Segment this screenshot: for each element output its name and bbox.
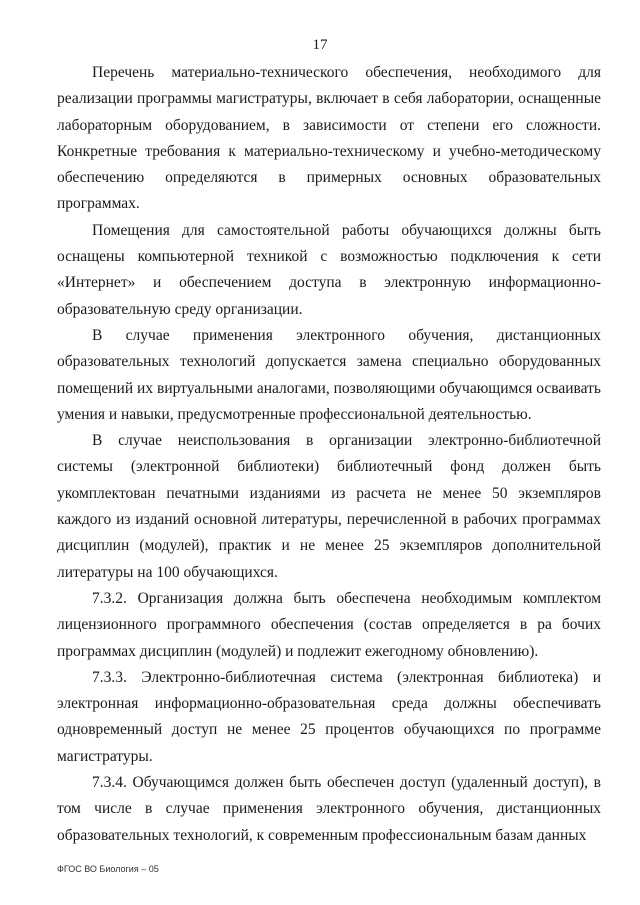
paragraph-self-study-rooms: Помещения для самостоятельной работы обучающихся должны быть оснащены компьютерной техникой с возможностью подключения к сети «Интернет» и обеспечением доступа в электронную информационно-образовательную среду организации. (57, 221, 601, 318)
page-number: 17 (312, 37, 328, 53)
paragraph-library-fund: В случае неиспользования в организации электронно-библиотечной системы (электронной библиотеки) библиотечный фонд должен быть укомплектован печатными изданиями из расчета не менее 50 экземпляров каждого из изданий основной литературы, перечисленной в рабочих программах дисциплин (модулей), практик и не менее 25 экземпляров дополнительной литературы на 100 обучающихся. (57, 432, 601, 581)
page-footer: ФГОС ВО Биология – 05 (57, 864, 159, 874)
document-body (57, 60, 601, 849)
paragraph-e-learning: В случае применения электронного обучения, дистанционных образовательных технологий допускается замена специально оборудованных помещений их виртуальными аналогами, позволяющими обучающимся осваивать умения и навыки, предусмотренные профессиональной деятельностью. (57, 326, 601, 423)
paragraph-7-3-4: 7.3.4. Обучающимся должен быть обеспечен доступ (удаленный доступ), в том числе в случае применения электронного обучения, дистанционных образовательных технологий, к современным профессиональным базам данных (57, 774, 601, 844)
paragraph-7-3-2: 7.3.2. Организация должна быть обеспечена необходимым комплектом лицензионного программного обеспечения (состав определяется в ра бочих программах дисциплин (модулей) и подлежит ежегодному обновлению). (57, 589, 601, 660)
paragraph-material-support: Перечень материально-технического обеспечения, необходимого для реализации программы магистратуры, включает в себя лаборатории, оснащенные лабораторным оборудованием, в зависимости от степени его сложности. Конкретные требования к материально-техническому и учебно-методическому обеспечению определяются в примерных основных образовательных программах. (57, 64, 601, 213)
paragraph-7-3-3: 7.3.3. Электронно-библиотечная система (электронная библиотека) и электронная информационно-образовательная среда должны обеспечивать одновременный доступ не менее 25 процентов обучающихся по программе магистратуры. (57, 668, 601, 765)
